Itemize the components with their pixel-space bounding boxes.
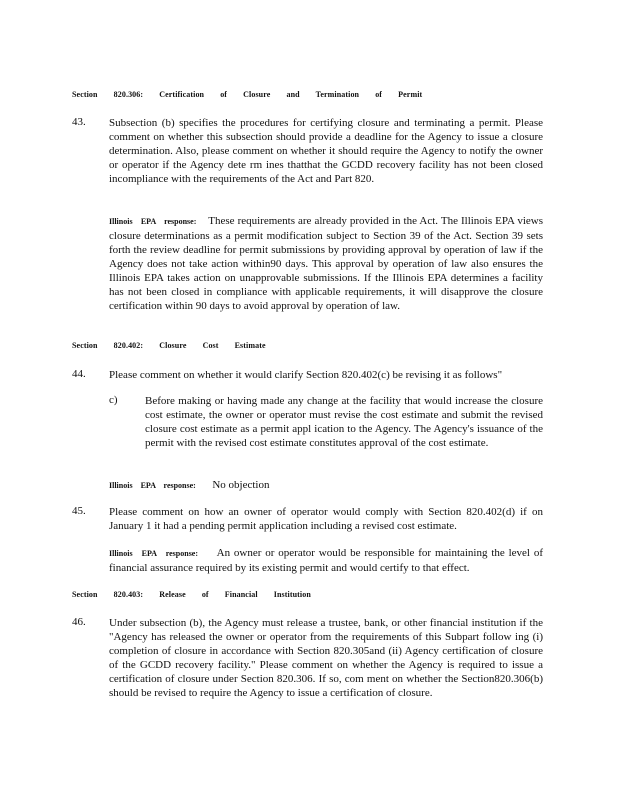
item-text-45: Please comment on how an owner of operator would comply with Section 820.402(d) if on January 1 it had a pending permit application including a revised cost estimate. [109, 506, 543, 532]
sub-letter-c: c) [109, 394, 118, 406]
item-number-46: 46. [72, 616, 86, 628]
response-44 [109, 478, 543, 493]
response-label: Illinois EPA response: [109, 217, 197, 226]
item-number-45: 45. [72, 505, 86, 517]
response-label: Illinois EPA response: [109, 481, 196, 490]
sub-text-c: Before making or having made any change at the facility that would increase the closure cost estimate, the owner or operator must revise the cost estimate and submit the revised closure cost estimate as a permit appl ication to the Agency. The Agency's issuance of the permit with the revised cost estimate constitutes approval of the cost estimate. [145, 395, 543, 449]
item-number-44: 44. [72, 368, 86, 380]
item-text-46: Under subsection (b), the Agency must release a trustee, bank, or other financial institution if the "Agency has released the owner or operator from the requirements of this Subpart follow ing (i) completion of closure in accordance with Section 820.305and (ii) Agency certification of closure of the GCDD recovery facility." Please comment on whether the Agency is required to issue a certification of closure under Section 820.306. If so, com ment on whether the Section820.306(b) should be revised to require the Agency to issue a certification of closure. [109, 617, 543, 699]
response-text: No objection [212, 479, 270, 491]
response-label: Illinois EPA response: [109, 549, 199, 558]
item-text-43: Subsection (b) specifies the procedures for certifying closure and terminating a permit. Please comment on whether this subsection should provide a deadline for the Agency to issue a closure determination. Also, please comment on whether it should require the Agency to notify the owner or operator if the Agency dete rm ines thatthat the GCDD recovery facility has not been closed incompliance with the requirements of the Act and Part 820. [109, 117, 543, 185]
item-text-44: Please comment on whether it would clarify Section 820.402(c) be revising it as follows" [109, 369, 503, 381]
response-text: An owner or operator would be responsible for maintaining the level of financial assurance required by its existing permit and would certify to that effect. [109, 547, 543, 574]
item-number-43: 43. [72, 116, 86, 128]
section-heading-820-402: Section 820.402: Closure Cost Estimate [72, 341, 266, 350]
response-43 [109, 214, 543, 313]
response-45 [109, 546, 543, 575]
response-text: These requirements are already provided in the Act. The Illinois EPA views closure determinations as a permit modification subject to Section 39 of the Act. Section 39 sets forth the review deadline for permit submissions by providing approval by operation of law if the Agency does not take action within90 days. This approval by operation of law also ensures the Illinois EPA takes action on unapprovable submissions. If the Illinois EPA determines a facility has not been closed in compliance with applicable requirements, it will disapprove the closure certification within 90 days to avoid approval by operation of law. [109, 215, 544, 312]
section-heading-820-306: Section 820.306: Certification of Closure and Termination of Permit [72, 90, 423, 99]
section-heading-820-403: Section 820.403: Release of Financial Institution [72, 590, 311, 599]
